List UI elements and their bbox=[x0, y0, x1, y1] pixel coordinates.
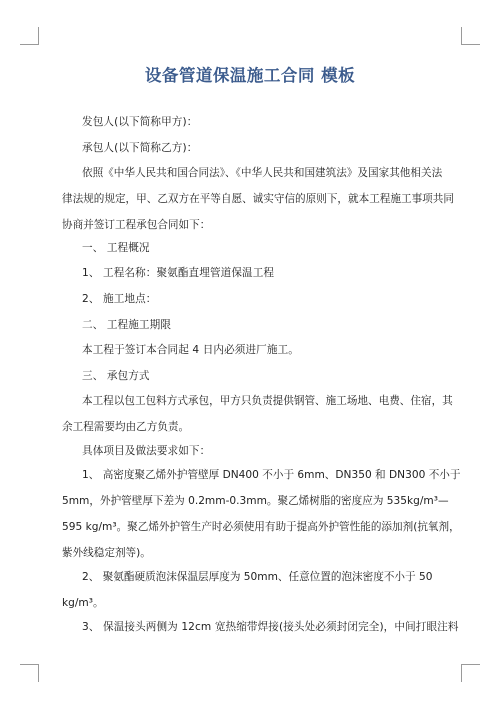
section-3-line: 余工程需要均由乙方负责。 bbox=[62, 421, 190, 433]
party-a-line: 发包人(以下简称甲方)： bbox=[82, 116, 198, 128]
corner-mark-top-left bbox=[20, 44, 39, 45]
document-title: 设备管道保温施工合同 模板 bbox=[144, 66, 356, 85]
section-3-paragraph bbox=[62, 394, 453, 446]
requirements-intro: 具体项目及做法要求如下： bbox=[82, 445, 211, 457]
project-name-item: 1、 工程名称：聚氨酯直埋管道保温工程 bbox=[82, 267, 275, 279]
intro-line: 协商并签订工程承包合同如下： bbox=[62, 219, 211, 231]
requirement-1-line: 595 kg/m³。聚乙烯外护管生产时必须使用有助于提高外护管性能的添加剂(抗氧剂， bbox=[62, 521, 460, 533]
corner-mark-bottom-right bbox=[461, 664, 462, 682]
requirement-1-line: 5mm，外护管壁厚下差为 0.2mm-0.3mm。聚乙烯树脂的密度应为 535kg/m³— bbox=[62, 495, 449, 507]
requirement-2 bbox=[62, 570, 442, 622]
section-2-heading: 二、 工程施工期限 bbox=[82, 319, 172, 331]
requirement-3-line: 3、 保温接头两侧为 12cm 宽热缩带焊接(接头处必须封闭完全)，中间打眼注料 bbox=[82, 621, 459, 633]
corner-mark-top-left bbox=[38, 27, 39, 45]
requirement-2-line: 2、 聚氨酯硬质泡沫保温层厚度为 50mm、任意位置的泡沫密度不小于 50 bbox=[82, 571, 433, 583]
project-location-item: 2、 施工地点： bbox=[82, 293, 157, 305]
party-b-line: 承包人(以下简称乙方)： bbox=[82, 142, 198, 154]
intro-line: 律法规的规定，甲、乙双方在平等自愿、诚实守信的原则下，就本工程施工事项共同 bbox=[62, 193, 454, 205]
corner-mark-top-right bbox=[461, 44, 480, 45]
requirement-2-line: kg/m³。 bbox=[62, 597, 104, 609]
intro-paragraph bbox=[62, 166, 454, 244]
section-2-text: 本工程于签订本合同起 4 日内必须进厂施工。 bbox=[82, 344, 299, 356]
corner-mark-bottom-right bbox=[461, 664, 480, 665]
section-3-line: 本工程以包工包料方式承包，甲方只负责提供钢管、施工场地、电费、住宿，其 bbox=[82, 395, 453, 407]
intro-line: 依照《中华人民共和国合同法》、《中华人民共和国建筑法》及国家其他相关法 bbox=[82, 167, 443, 179]
corner-mark-bottom-left bbox=[20, 664, 39, 665]
requirement-1-line: 紫外线稳定剂等)。 bbox=[62, 547, 151, 559]
section-3-heading: 三、 承包方式 bbox=[82, 370, 150, 382]
section-1-heading: 一、 工程概况 bbox=[82, 242, 150, 254]
requirement-1-line: 1、 高密度聚乙烯外护管壁厚 DN400 不小于 6mm、DN350 和 DN300 不小于 bbox=[82, 469, 461, 481]
requirement-1 bbox=[62, 468, 461, 572]
corner-mark-top-right bbox=[461, 27, 462, 45]
corner-mark-bottom-left bbox=[38, 664, 39, 682]
